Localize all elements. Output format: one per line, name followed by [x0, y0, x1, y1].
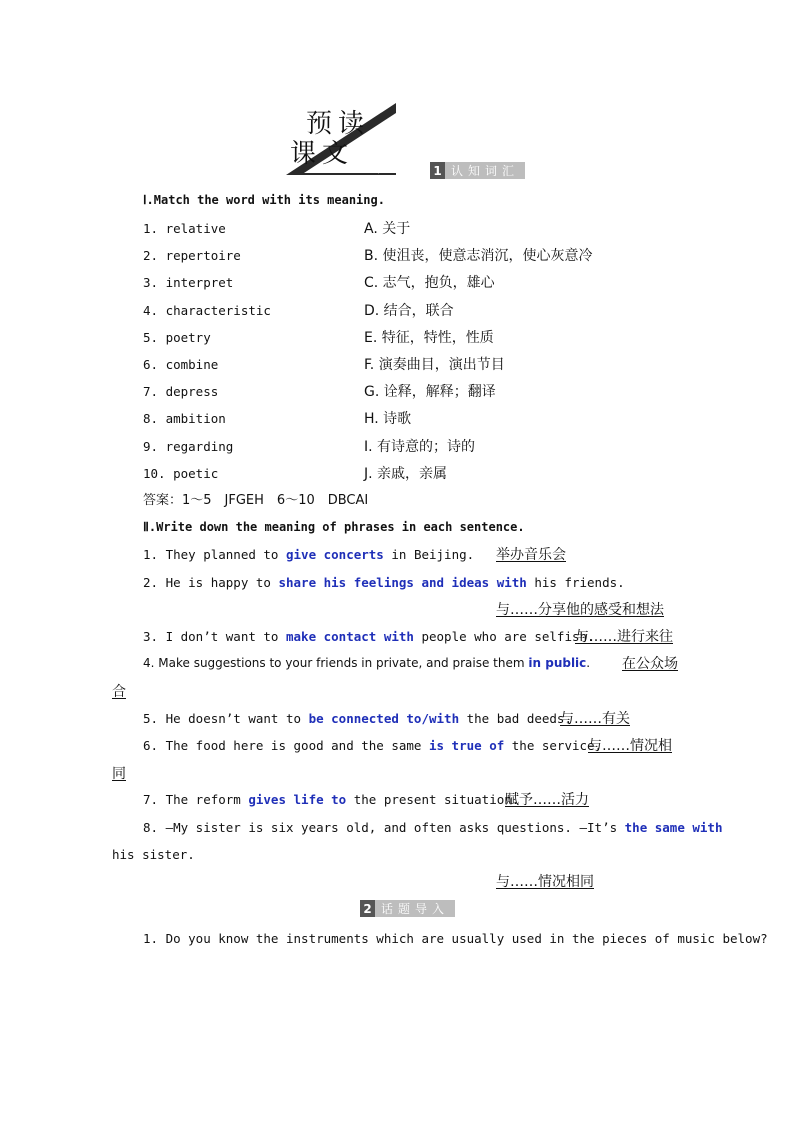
meaning-item: F. 演奏曲目，演出节目 — [364, 357, 505, 373]
answer-6b: 同 — [112, 766, 126, 782]
key-phrase: make contact with — [286, 629, 414, 644]
answer-8: 与……情况相同 — [496, 874, 594, 890]
key-phrase: gives life to — [248, 792, 347, 807]
badge-title-line1: 预读 — [306, 109, 371, 139]
sentence-text: the present situation. — [346, 792, 520, 807]
meaning-item: E. 特征，特性，性质 — [364, 329, 494, 346]
sentence-text: 5. He doesn’t want to — [143, 711, 309, 726]
sentence-text: 2. He is happy to — [143, 575, 279, 590]
meaning-item: H. 诗歌 — [364, 411, 412, 428]
answer-1: 举办音乐会 — [496, 547, 566, 563]
sentence-5 — [143, 711, 572, 726]
answer-4b: 合 — [112, 684, 126, 700]
sentence-text: 7. The reform — [143, 792, 249, 807]
sentence-text: 8. —My sister is six years old, and often asks questions. —It’s — [143, 820, 625, 835]
meaning-item: I. 有诗意的；诗的 — [364, 438, 476, 455]
key-phrase: be connected to/with — [308, 711, 460, 726]
sentence-4 — [143, 656, 590, 670]
badge-title-line2: 课文 — [290, 139, 355, 169]
sentence-text: the service. — [504, 738, 603, 753]
section-badge — [286, 103, 396, 175]
key-phrase: share his feelings and ideas with — [278, 575, 527, 590]
word-item: 8. ambition — [143, 411, 226, 427]
tag-topic-intro — [360, 900, 455, 917]
key-phrase: the same with — [624, 820, 723, 835]
sentence-text: the bad deeds. — [459, 711, 572, 726]
sentence-6 — [143, 738, 602, 753]
meaning-item: B. 使沮丧，使意志消沉，使心灰意冷 — [364, 248, 593, 265]
sentence-text: in Beijing. — [383, 547, 475, 562]
sentence-text: 6. The food here is good and the same — [143, 738, 429, 753]
word-item: 4. characteristic — [143, 302, 271, 318]
key-phrase: give concerts — [286, 547, 384, 562]
tag-vocabulary — [430, 162, 525, 179]
section2-heading: Ⅱ.Write down the meaning of phrases in each sentence. — [143, 520, 525, 534]
tag-number: 1 — [430, 162, 445, 179]
tag-label: 话题导入 — [381, 902, 450, 916]
tag-number: 2 — [360, 900, 375, 917]
sentence-text: 1. They planned to — [143, 547, 286, 562]
topic-question-1: 1. Do you know the instruments which are usually used in the pieces of music below? — [143, 931, 768, 946]
key-phrase: is true of — [428, 738, 505, 753]
word-item: 7. depress — [143, 384, 219, 400]
sentence-text: people who are selfish. — [413, 629, 595, 644]
meaning-item: A. 关于 — [364, 221, 411, 237]
answer-6a: 与……情况相 — [588, 738, 672, 754]
meaning-item: G. 诠释，解释；翻译 — [364, 384, 496, 401]
key-phrase: in public — [528, 656, 587, 670]
sentence-8 — [143, 820, 722, 835]
word-item: 3. interpret — [143, 275, 234, 291]
sentence-text: 4. Make suggestions to your friends in private, and praise them — [143, 656, 529, 670]
word-item: 2. repertoire — [143, 248, 241, 264]
sentence-text: 3. I don’t want to — [143, 629, 286, 644]
word-item: 9. regarding — [143, 438, 234, 454]
sentence-3 — [143, 629, 595, 644]
word-item: 5. poetry — [143, 329, 211, 345]
answer-2: 与……分享他的感受和想法 — [496, 602, 664, 618]
meaning-item: J. 亲戚，亲属 — [364, 465, 448, 482]
sentence-8-line2: his sister. — [112, 847, 195, 862]
sentence-text: . — [586, 656, 591, 670]
meaning-item: C. 志气，抱负，雄心 — [364, 275, 495, 292]
sentence-7 — [143, 792, 519, 807]
answer-5: 与……有关 — [560, 711, 630, 727]
section1-heading: Ⅰ.Match the word with its meaning. — [143, 193, 385, 207]
badge-corner-label: 知识 — [372, 155, 392, 176]
sentence-2 — [143, 575, 625, 590]
meaning-item: D. 结合，联合 — [364, 302, 454, 319]
sentence-1 — [143, 547, 474, 562]
answer-3: 与……进行来往 — [575, 629, 673, 645]
word-item: 10. poetic — [143, 465, 219, 481]
answer-4a: 在公众场 — [622, 656, 678, 672]
word-item: 6. combine — [143, 357, 219, 372]
tag-label: 认知词汇 — [451, 164, 520, 178]
sentence-text: his friends. — [526, 575, 625, 590]
word-item: 1. relative — [143, 221, 226, 236]
section1-answer: 答案：1～5 JFGEH 6～10 DBCAI — [143, 493, 369, 508]
answer-7: 赋予……活力 — [505, 792, 589, 808]
